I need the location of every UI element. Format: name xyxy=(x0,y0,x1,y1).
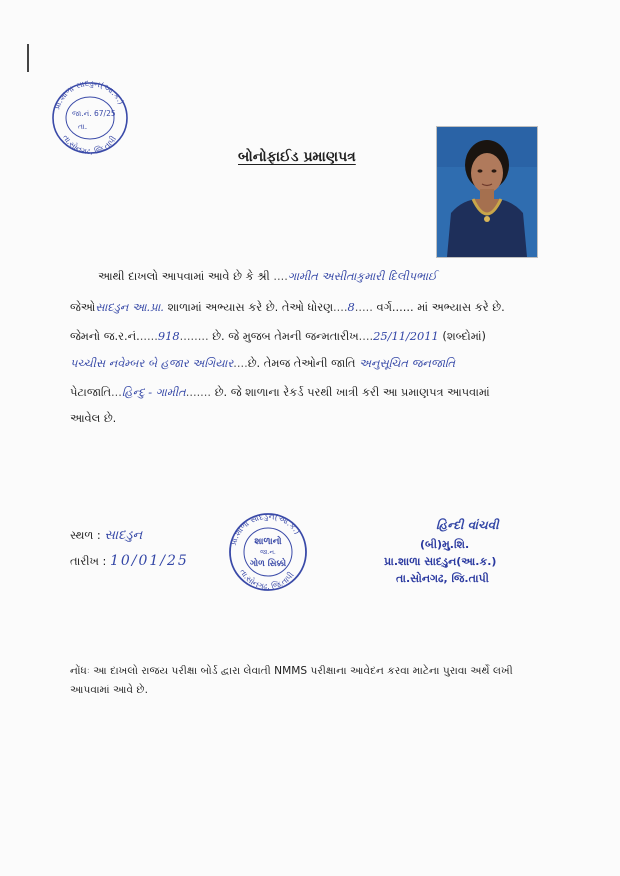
signature-scribble: હિન્દી વાંચવી xyxy=(436,518,499,532)
certificate-title: બોનોફાઈડ પ્રમાણપત્ર xyxy=(238,149,356,165)
seal-top-date-label: તા. xyxy=(78,122,88,131)
line2-prefix: જેઓ xyxy=(70,300,96,314)
line3-suffix: (શબ્દોમાં) xyxy=(442,329,486,343)
body-line-5: પેટાજાતિ...હિન્દુ - ગામીત....... છે. જે શાળાના રેકર્ડ પરથી ખાત્રી કરી આ પ્રમાણપત્ર આપવામાં xyxy=(70,385,490,399)
subcaste-value: હિન્દુ - ગામીત xyxy=(121,385,186,399)
student-photo xyxy=(436,126,538,258)
seal-mid-lower-text: તા.સોનગઢ, જિ.તાપી xyxy=(238,567,296,592)
line5-suffix: છે. જે શાળાના રેકર્ડ પરથી ખાત્રી કરી આ પ્રમાણપત્ર આપવામાં xyxy=(214,385,490,399)
certificate-note: નોંધઃ આ દાખલો રાજય પરીક્ષા બોર્ડ દ્વારા લેવાતી NMMS પરીક્ષાના આવેદન કરવા માટેના પુરાવા અર્થે લખી આપવામાં આવે છે. xyxy=(70,665,513,696)
date-row xyxy=(70,553,189,569)
gr-number: 918 xyxy=(157,329,180,343)
date-label: તારીખ : xyxy=(70,554,107,568)
seal-mid-small-text: જા.ન. xyxy=(260,549,276,556)
line3-mid: છે. જે મુજબ તેમની જન્મતારીખ xyxy=(212,329,359,343)
signatory-location: તા.સોનગઢ, જિ.તાપી xyxy=(396,572,489,585)
svg-text:પ્રા.શાળા સાદડુન(આ.ક.) xyxy=(52,79,125,111)
seal-mid-bottom-text: ગોળ સિક્કો xyxy=(249,559,287,569)
seal-top-upper-text: પ્રા.શાળા સાદડુન(આ.ક.) xyxy=(52,78,126,111)
seal-mid-center-text: શાળાનો xyxy=(254,537,282,547)
birth-date: 25/11/2011 xyxy=(373,329,439,343)
margin-mark xyxy=(27,44,29,72)
line5-prefix: પેટાજાતિ xyxy=(70,385,112,399)
seal-top-number: જા.નં. 67/25 xyxy=(72,109,116,118)
seal-mid-upper-text: પ્રા.શાળા સાદડુન(આ.ક.) xyxy=(228,511,302,547)
signatory-school: પ્રા.શાળા સાદડુન(આ.ક.) xyxy=(384,555,497,568)
line4-mid: છે. તેમજ તેઓની જાતિ xyxy=(247,356,356,370)
body-line-3: જેમનો જ.ર.નં......918........ છે. જે મુજબ તેમની જન્મતારીખ....25/11/2011 (શબ્દોમાં) xyxy=(70,329,486,343)
school-seal-round xyxy=(226,508,310,594)
svg-text:તા.સોનગઢ, જિ.તાપી xyxy=(61,133,118,156)
svg-text:તા.સોનગઢ, જિ.તાપી xyxy=(238,568,296,591)
line2-mid: શાળામાં અભ્યાસ કરે છે. તેઓ ધોરણ xyxy=(167,300,334,314)
line1-prefix: આથી દાખલો આપવામાં આવે છે કે શ્રી xyxy=(98,269,270,283)
body-line-4: પચ્ચીસ નવેમ્બર બે હજાર અગિયાર....છે. તેમજ તેઓની જાતિ અનુસૂચિત જનજાતિ xyxy=(70,356,456,370)
signatory-title: (બી)મુ.શિ. xyxy=(420,538,470,551)
place-row xyxy=(70,528,142,543)
date-value: 10/01/25 xyxy=(109,553,189,569)
seal-top-lower-text: તા.સોનગઢ, જિ.તાપી xyxy=(60,133,119,156)
caste-value: અનુસૂચિત જનજાતિ xyxy=(359,356,456,370)
place-value: સાદડુન xyxy=(104,528,143,543)
body-line-6 xyxy=(70,411,116,426)
school-name: સાદડુન આ.પ્રા. xyxy=(95,300,164,314)
body-line-1: આથી દાખલો આપવામાં આવે છે કે શ્રી ....ગામીત અસીતાકુમારી દિલીપભાઈ xyxy=(98,269,437,283)
place-label: સ્થળ : xyxy=(70,528,101,542)
student-name: ગામીત અસીતાકુમારી દિલીપભાઈ xyxy=(287,269,437,283)
standard-value: 8 xyxy=(347,300,355,314)
school-seal-top xyxy=(48,78,132,156)
body-line-2: જેઓસાદડુન આ.પ્રા. શાળામાં અભ્યાસ કરે છે. તેઓ ધોરણ....8..... વર્ગ...... માં અભ્યાસ કરે છે. xyxy=(70,300,505,314)
line2-suffix: વર્ગ...... માં અભ્યાસ કરે છે. xyxy=(376,300,505,314)
birth-date-words: પચ્ચીસ નવેમ્બર બે હજાર અગિયાર xyxy=(70,356,234,370)
line3-prefix: જેમનો જ.ર.નં. xyxy=(70,329,140,343)
line6-text: આવેલ છે. xyxy=(70,411,117,425)
